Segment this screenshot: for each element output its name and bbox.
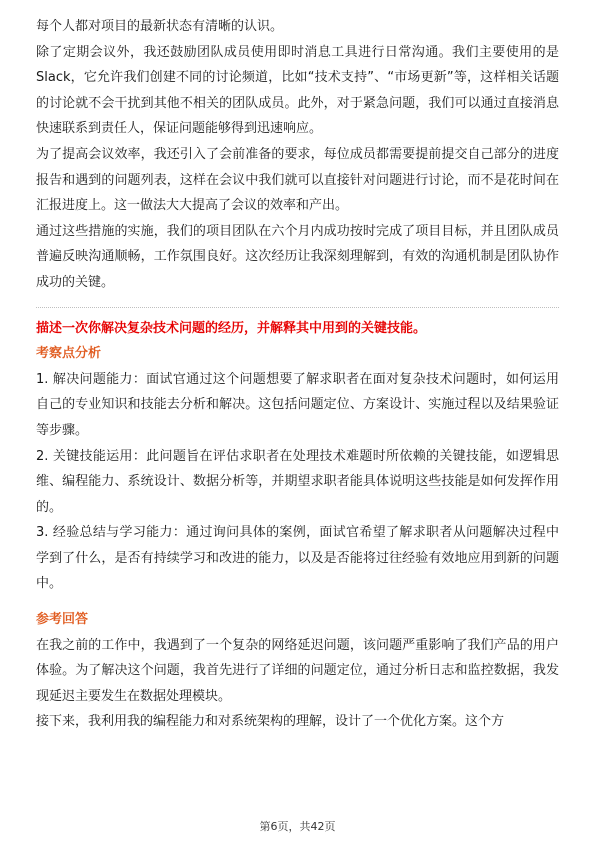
analysis-item: 2. 关键技能运用：此问题旨在评估求职者在处理技术难题时所依赖的关键技能，如逻辑思维、编程能力、系统设计、数据分析等，并期望求职者能具体说明这些技能是如何发挥作用的。 xyxy=(36,448,559,515)
body-paragraph: 每个人都对项目的最新状态有清晰的认识。 xyxy=(36,19,284,34)
body-paragraph: 为了提高会议效率，我还引入了会前准备的要求，每位成员都需要提前提交自己部分的进度报告和遇到的问题列表，这样在会议中我们就可以直接针对问题进行讨论，而不是花时间在汇报进度上。这一做法大大提高了会议的效率和产出。 xyxy=(36,146,559,214)
analysis-item: 1. 解决问题能力：面试官通过这个问题想要了解求职者在面对复杂技术问题时，如何运用自己的专业知识和技能去分析和解决。这包括问题定位、方案设计、实施过程以及结果验证等步骤。 xyxy=(36,371,559,438)
question-heading: 描述一次你解决复杂技术问题的经历，并解释其中用到的关键技能。 xyxy=(36,320,427,336)
answer-paragraph: 在我之前的工作中，我遇到了一个复杂的网络延迟问题，该问题严重影响了我们产品的用户体验。为了解决这个问题，我首先进行了详细的问题定位，通过分析日志和监控数据，我发现延迟主要发生在数据处理模块。 xyxy=(36,637,559,704)
analysis-item: 3. 经验总结与学习能力：通过询问具体的案例，面试官希望了解求职者从问题解决过程中学到了什么，是否有持续学习和改进的能力，以及是否能将过往经验有效地应用到新的问题中。 xyxy=(36,525,559,592)
answer-title: 参考回答 xyxy=(36,612,89,628)
analysis-title: 考察点分析 xyxy=(36,346,102,362)
body-paragraph: 除了定期会议外，我还鼓励团队成员使用即时消息工具进行日常沟通。我们主要使用的是Slack，它允许我们创建不同的讨论频道，比如“技术支持”、“市场更新”等，这样相关话题的讨论就不会干扰到其他不相关的团队成员。此外，对于紧急问题，我们可以通过直接消息快速联系到责任人，保证问题能够得到迅速响应。 xyxy=(36,44,559,137)
body-paragraph: 通过这些措施的实施，我们的项目团队在六个月内成功按时完成了项目目标，并且团队成员普遍反映沟通顺畅，工作氛围良好。这次经历让我深刻理解到，有效的沟通机制是团队协作成功的关键。 xyxy=(36,223,559,290)
section-divider xyxy=(36,307,559,308)
answer-paragraph: 接下来，我利用我的编程能力和对系统架构的理解，设计了一个优化方案。这个方 xyxy=(36,714,505,730)
spacer xyxy=(36,597,559,607)
page-footer: 第6页，共42页 xyxy=(259,820,336,833)
